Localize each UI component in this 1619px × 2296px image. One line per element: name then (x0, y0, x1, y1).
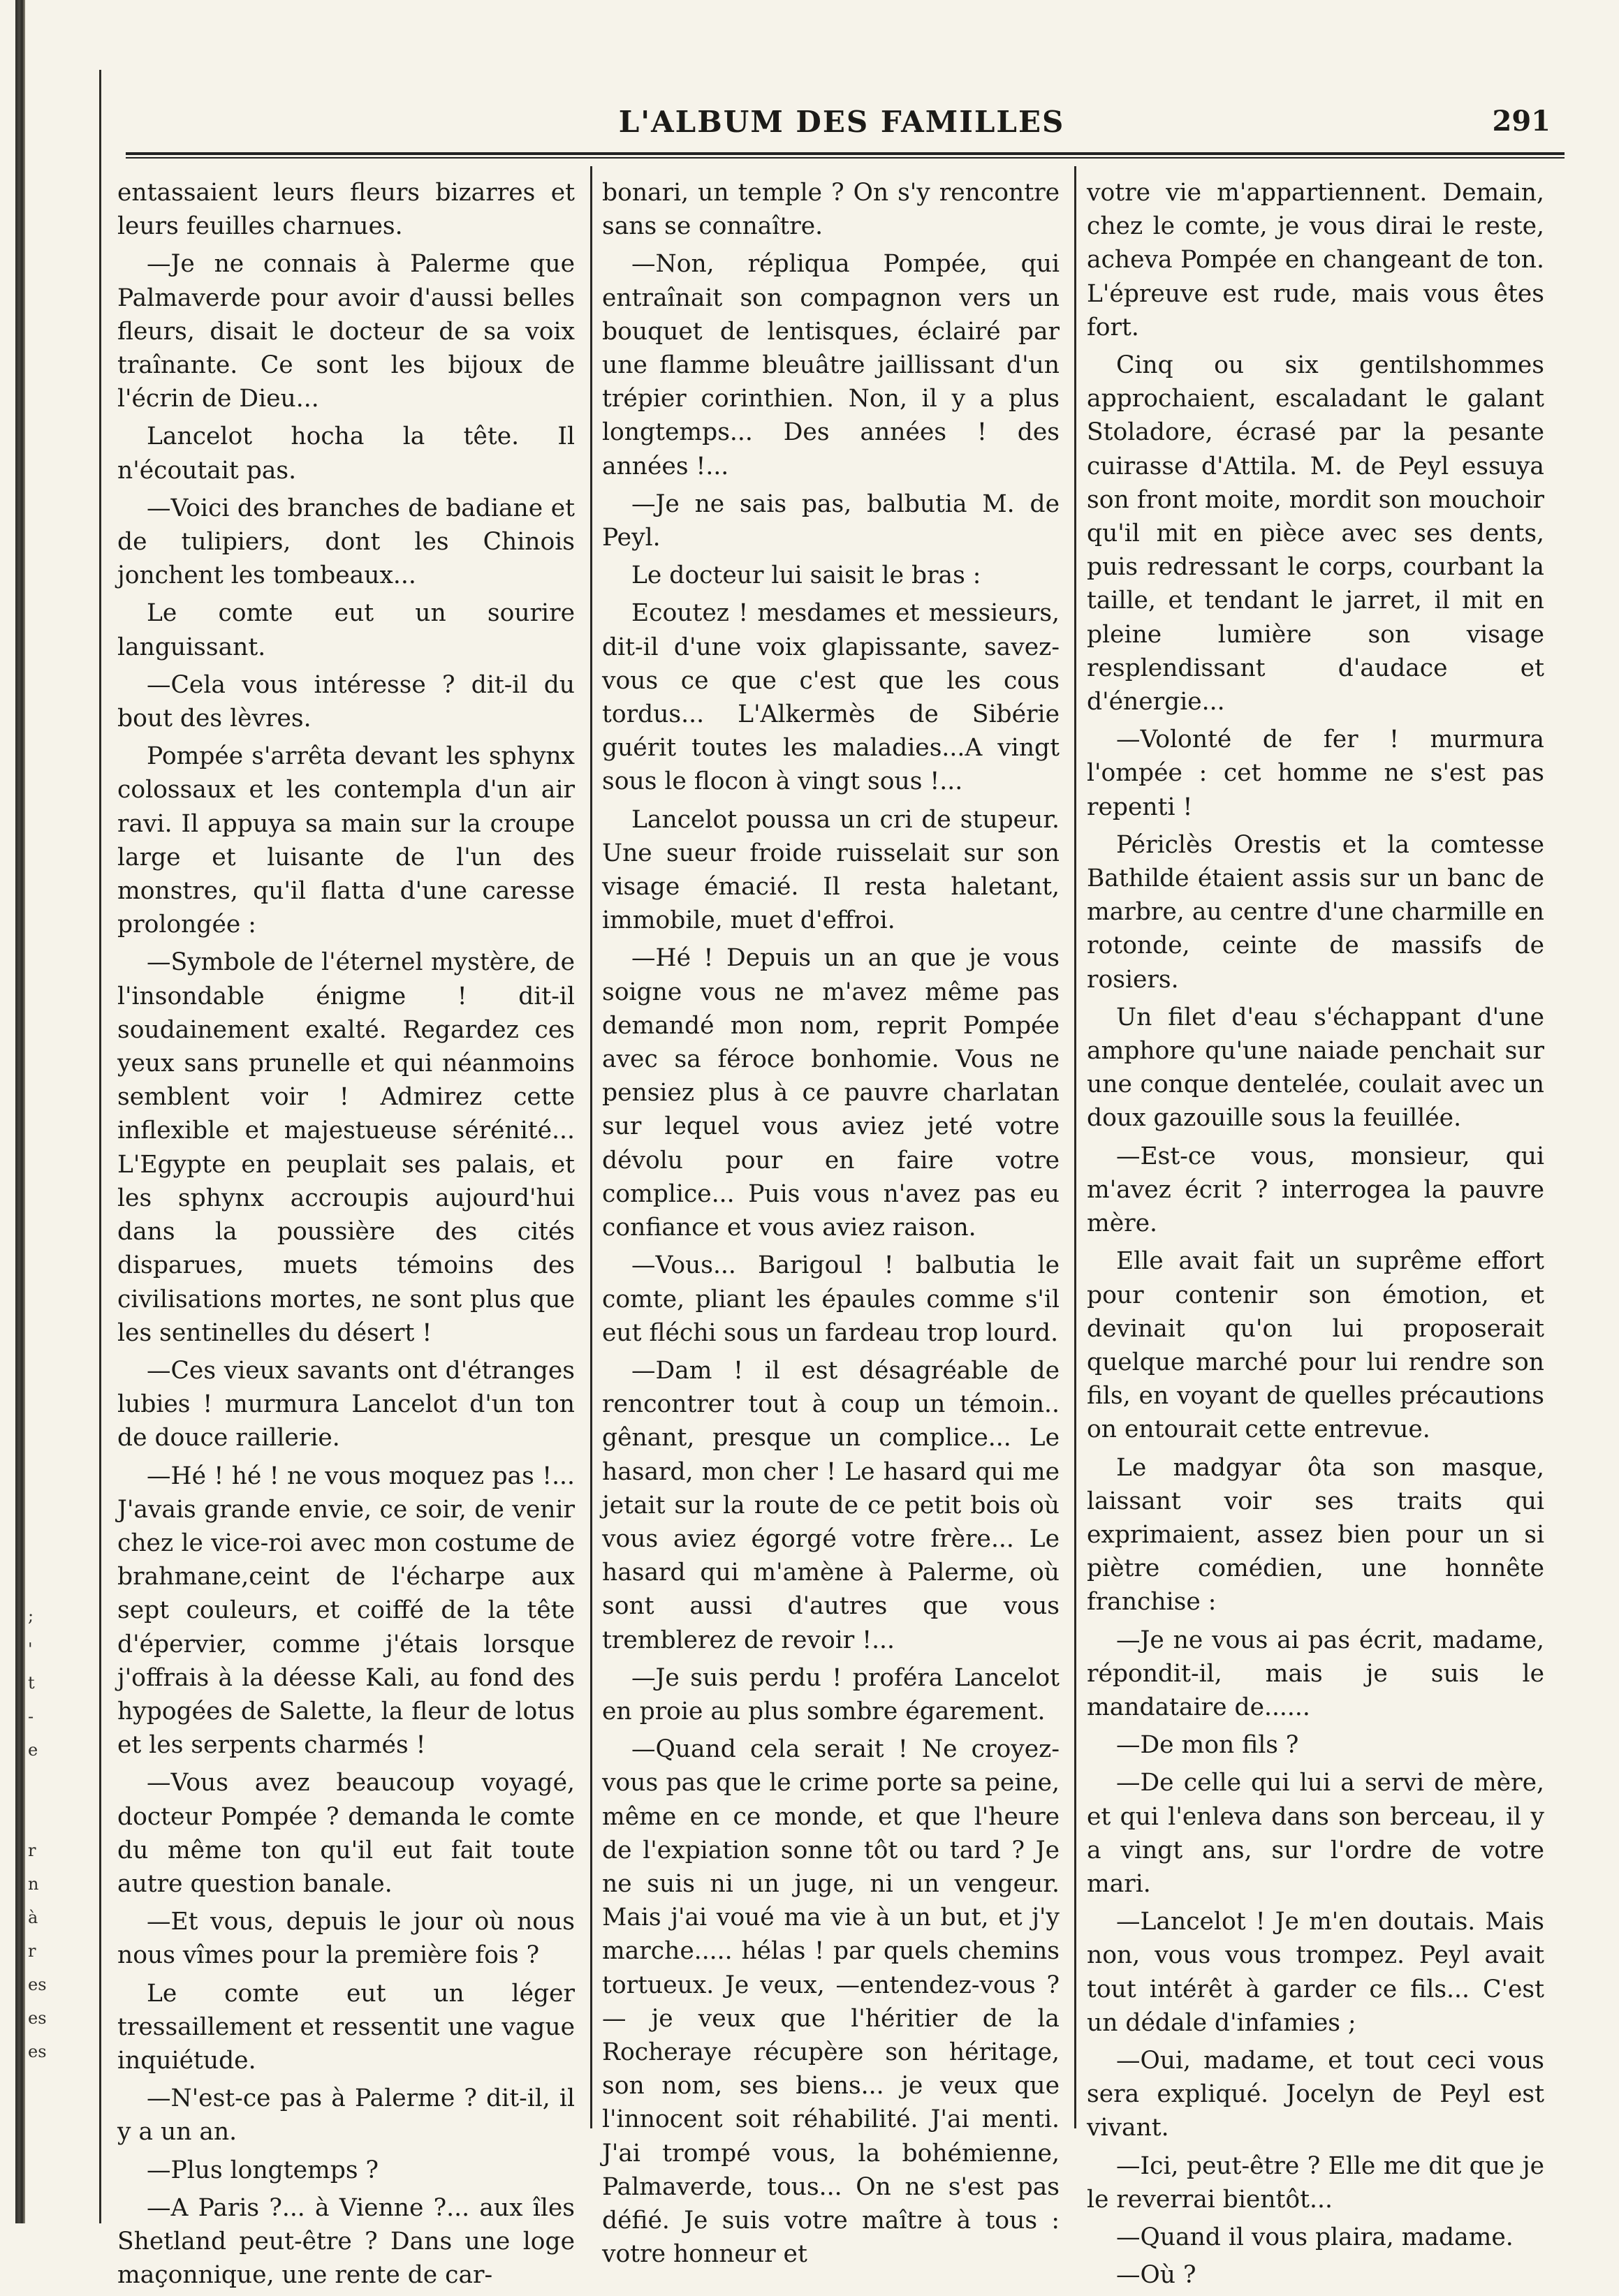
running-title: L'ALBUM DES FAMILLES (618, 105, 1065, 139)
paragraph: —Dam ! il est désagréable de rencontrer tout à coup un témoin.. gênant, presque un complice... Le hasard, mon cher ! Le hasard qui me jetait sur la route de ce petit bois où vous aviez égorgé votre frère... Le hasard qui m'amène à Palerme, où sont aussi d'autres que vous tremblerez de revoir !... (602, 1356, 1060, 1654)
paragraph: —Je ne sais pas, balbutia M. de Peyl. (602, 490, 1060, 552)
margin-bleed-text: ; ' t - e r n à r es es es (28, 1606, 47, 2061)
inner-margin-rule (99, 70, 101, 2223)
page-header (119, 105, 1565, 147)
paragraph: —Vous avez beaucoup voyagé, docteur Pompée ? demanda le comte du même ton qu'il eut fait toute autre question banale. (117, 1769, 575, 1898)
paragraph: entassaient leurs fleurs bizarres et leurs feuilles charnues. (117, 179, 575, 241)
column-divider-1 (590, 166, 592, 2128)
paragraph: —Non, répliqua Pompée, qui entraînait son compagnon vers un bouquet de lentisques, éclairé par une flamme bleuâtre jaillissant d'un trépier corinthien. Non, il y a plus longtemps... Des années ! des années !... (602, 250, 1060, 480)
paragraph: —Hé ! Depuis un an que je vous soigne vous ne m'avez même pas demandé mon nom, reprit Pompée avec sa féroce bonhomie. Vous ne pensiez plus à ce pauvre charlatan sur lequel vous aviez jeté votre dévolu pour en faire votre complice... Puis vous n'avez pas eu confiance et vous aviez raison. (602, 944, 1060, 1242)
paragraph: —A Paris ?... à Vienne ?... aux îles Shetland peut-être ? Dans une loge maçonnique, une rente de car- (117, 2193, 575, 2290)
paragraph: —Volonté de fer ! murmura l'ompée : cet homme ne s'est pas repenti ! (1087, 726, 1544, 821)
text-column-3 (1087, 176, 1544, 2296)
paragraph: Le comte eut un sourire languissant. (117, 599, 575, 661)
paragraph: —Je suis perdu ! proféra Lancelot en proie au plus sombre égarement. (602, 1663, 1060, 1725)
paragraph: —Cela vous intéresse ? dit-il du bout des lèvres. (117, 670, 575, 733)
paragraph: bonari, un temple ? On s'y rencontre sans se connaître. (602, 179, 1060, 241)
paragraph: —Je ne vous ai pas écrit, madame, répondit-il, mais je suis le mandataire de...... (1087, 1626, 1544, 1721)
paragraph: Elle avait fait un suprême effort pour contenir son émotion, et devinait qu'on lui proposerait quelque marché pour lui rendre son fils, en voyant de quelles précautions on entourait cette entrevue. (1087, 1247, 1544, 1444)
column-divider-2 (1074, 166, 1076, 2128)
paragraph: Le docteur lui saisit le bras : (631, 561, 981, 590)
header-double-rule (126, 152, 1565, 159)
paragraph: —Est-ce vous, monsieur, qui m'avez écrit ? interrogea la pauvre mère. (1087, 1142, 1544, 1238)
paragraph: Cinq ou six gentilshommes approchaient, escaladant le galant Stoladore, écrasé par la pesante cuirasse d'Attila. M. de Peyl essuya son front moite, mordit son mouchoir qu'il mit en pièce avec ses dents, puis redressant le corps, courbant la taille, et tendant le jarret, il mit en pleine lumière son visage resplendissant d'audace et d'énergie... (1087, 351, 1544, 716)
paragraph: Lancelot poussa un cri de stupeur. Une sueur froide ruisselait sur son visage émacié. Il resta haletant, immobile, muet d'effroi. (602, 805, 1060, 935)
paragraph: Ecoutez ! mesdames et messieurs, dit-il d'une voix glapissante, savez-vous ce que c'est que les cous tordus... L'Alkermès de Sibérie guérit toutes les maladies...A vingt sous le flocon à vingt sous !... (602, 599, 1060, 796)
paragraph: —De celle qui lui a servi de mère, et qui l'enleva dans son berceau, il y a vingt ans, sur l'ordre de votre mari. (1087, 1769, 1544, 1898)
binding-edge (15, 0, 25, 2223)
paragraph: —Plus longtemps ? (147, 2156, 379, 2184)
paragraph: Périclès Orestis et la comtesse Bathilde étaient assis sur un banc de marbre, au centre d'une charmille en rotonde, ceinte de massifs de rosiers. (1087, 830, 1544, 994)
page-number: 291 (1492, 105, 1551, 138)
paragraph: Le comte eut un léger tressaillement et ressentit une vague inquiétude. (117, 1979, 575, 2075)
text-column-1 (117, 176, 575, 2296)
paragraph: —N'est-ce pas à Palerme ? dit-il, il y a un an. (117, 2084, 575, 2147)
text-column-2 (602, 176, 1060, 2275)
paragraph: Lancelot hocha la tête. Il n'écoutait pas. (117, 422, 575, 485)
paragraph: —Quand cela serait ! Ne croyez-vous pas que le crime porte sa peine, même en ce monde, et que l'heure de l'expiation sonne tôt ou tard ? Je ne suis ni un juge, ni un vengeur. Mais j'ai voué ma vie à un but, et j'y marche..... hélas ! par quels chemins tortueux. Je veux, —entendez-vous ? — je veux que l'héritier de la Rocheraye récupère son héritage, son nom, ses biens... je veux que l'innocent soit réhabilité. J'ai menti. J'ai trompé vous, la bohémienne, Palmaverde, tous... On ne s'est pas défié. Je suis votre maître à tous : votre honneur et (602, 1735, 1060, 2269)
paragraph: —Voici des branches de badiane et de tulipiers, dont les Chinois jonchent les tombeaux... (117, 494, 575, 590)
paragraph: —Lancelot ! Je m'en doutais. Mais non, vous vous trompez. Peyl avait tout intérêt à garder ce fils... C'est un dédale d'infamies ; (1087, 1908, 1544, 2037)
paragraph: —Oui, madame, et tout ceci vous sera expliqué. Jocelyn de Peyl est vivant. (1087, 2046, 1544, 2142)
paragraph: —Je ne connais à Palerme que Palmaverde pour avoir d'aussi belles fleurs, disait le docteur de sa voix traînante. Ce sont les bijoux de l'écrin de Dieu... (117, 250, 575, 413)
paragraph: —Ces vieux savants ont d'étranges lubies ! murmura Lancelot d'un ton de douce raillerie. (117, 1356, 575, 1452)
paragraph: —Symbole de l'éternel mystère, de l'insondable énigme ! dit-il soudainement exalté. Regardez ces yeux sans prunelle et qui néanmoins semblent voir ! Admirez cette inflexible et majestueuse sérénité... L'Egypte en peuplait ses palais, et les sphynx accroupis aujourd'hui dans la poussière des cités disparues, muets témoins des civilisations mortes, ne sont plus que les sentinelles du désert ! (117, 948, 575, 1347)
paragraph: votre vie m'appartiennent. Demain, chez le comte, je vous dirai le reste, acheva Pompée en changeant de ton. L'épreuve est rude, mais vous êtes fort. (1087, 179, 1544, 341)
paragraph: Un filet d'eau s'échappant d'une amphore qu'une naiade penchait sur une conque dentelée, coulait avec un doux gazouille sous la feuillée. (1087, 1003, 1544, 1133)
paragraph: Le madgyar ôta son masque, laissant voir ses traits qui exprimaient, assez bien pour un si piètre comédien, une honnête franchise : (1087, 1453, 1544, 1617)
paragraph: Pompée s'arrêta devant les sphynx colossaux et les contempla d'un air ravi. Il appuya sa main sur la croupe large et luisante de l'un des monstres, qu'il flatta d'une caresse prolongée : (117, 742, 575, 939)
paragraph: —Ici, peut-être ? Elle me dit que je le reverrai bientôt... (1087, 2151, 1544, 2214)
paragraph: —Vous... Barigoul ! balbutia le comte, pliant les épaules comme s'il eut fléchi sous un fardeau trop lourd. (602, 1251, 1060, 1347)
paragraph: —Hé ! hé ! ne vous moquez pas !... J'avais grande envie, ce soir, de venir chez le vice-roi avec mon costume de brahmane,ceint de l'écharpe aux sept couleurs, et coiffé de la tête d'épervier, comme j'étais lorsque j'offrais à la déesse Kali, au fond des hypogées de Salette, la fleur de lotus et les serpents charmés ! (117, 1462, 575, 1760)
paragraph: —De mon fils ? (1116, 1731, 1299, 1760)
paragraph: —Où ? (1116, 2261, 1196, 2290)
paragraph: —Quand il vous plaira, madame. (1116, 2223, 1514, 2251)
paragraph: —Et vous, depuis le jour où nous nous vîmes pour la première fois ? (117, 1908, 575, 1970)
